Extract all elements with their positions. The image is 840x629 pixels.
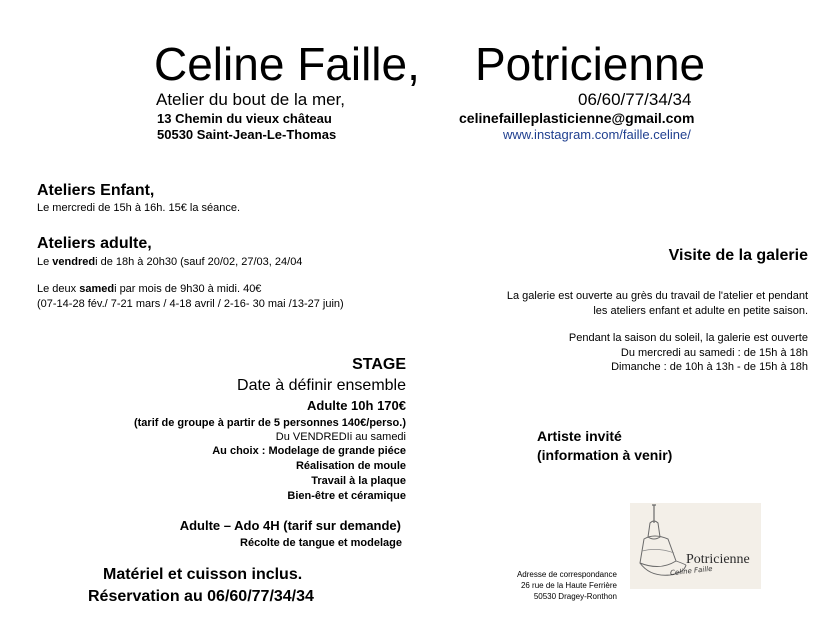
stage-plaque: Travail à la plaque [311, 475, 406, 487]
header-atelier: Atelier du bout de la mer, [156, 90, 346, 109]
artiste-line1: Artiste invité [537, 428, 622, 444]
adulte-line-samedi-bold: samed [79, 283, 115, 295]
instagram-link[interactable]: www.instagram.com/faille.celine/ [503, 127, 691, 142]
logo-word: Potricienne [686, 552, 750, 567]
stage-jours: Du VENDREDIi au samedi [275, 431, 406, 443]
adulte-line-samedi-pre: Le deux [37, 283, 80, 295]
galerie-title: Visite de la galerie [668, 247, 808, 264]
header-name: Celine Faille, [154, 38, 420, 90]
header-phone: 06/60/77/34/34 [578, 90, 692, 109]
adulte-line-vendredi-post: i de 18h à 20h30 (sauf 20/02, 27/03, 24/04 [95, 256, 303, 268]
stage-adulte: Adulte 10h 170€ [307, 398, 406, 413]
adulte-line-samedi [37, 282, 261, 296]
adulte-dates: (07-14-28 fév./ 7-21 mars / 4-18 avril / 2-16- 30 mai /13-27 juin) [37, 298, 344, 310]
pot-illustration-icon [630, 503, 761, 589]
stage-date: Date à définir ensemble [237, 377, 406, 394]
galerie-p2-line1: Pendant la saison du soleil, la galerie est ouverte [568, 332, 808, 344]
correspondance-line1: Adresse de correspondance [516, 570, 617, 579]
galerie-p1-line2: les ateliers enfant et adulte en petite saison. [593, 305, 808, 317]
correspondance-line3: 50530 Dragey-Ronthon [533, 592, 617, 601]
stage-moule: Réalisation de moule [295, 460, 406, 472]
galerie-p1-line1: La galerie est ouverte au grès du travail de l'atelier et pendant [506, 290, 808, 302]
galerie-p2-line2: Du mercredi au samedi : de 15h à 18h [620, 347, 808, 359]
stage-ado: Adulte – Ado 4H (tarif sur demande) [179, 518, 401, 533]
header-street: 13 Chemin du vieux château [157, 111, 332, 126]
adulte-line-vendredi-bold: vendred [52, 256, 96, 268]
correspondance-line2: 26 rue de la Haute Ferrière [520, 581, 617, 590]
header-profession: Potricienne [475, 38, 706, 90]
footer-reservation: Réservation au 06/60/77/34/34 [88, 588, 314, 605]
enfant-text: Le mercredi de 15h à 16h. 15€ la séance. [37, 202, 241, 214]
stage-bienetre: Bien-être et céramique [287, 490, 406, 502]
enfant-title: Ateliers Enfant, [37, 182, 155, 199]
header-city: 50530 Saint-Jean-Le-Thomas [157, 127, 337, 142]
footer-materiel: Matériel et cuisson inclus. [103, 566, 303, 583]
logo-signature: Celine Faille [669, 564, 713, 578]
artiste-line2: (information à venir) [537, 447, 673, 463]
header-email: celinefailleplasticienne@gmail.com [459, 110, 695, 126]
adulte-line-samedi-post: i par mois de 9h30 à midi. 40€ [114, 283, 262, 295]
adulte-line-vendredi [37, 255, 302, 269]
galerie-p2-line3: Dimanche : de 10h à 13h - de 15h à 18h [611, 361, 808, 373]
stage-recolte: Récolte de tangue et modelage [240, 537, 402, 549]
adulte-title: Ateliers adulte, [37, 235, 152, 252]
logo [630, 503, 761, 589]
stage-tarif: (tarif de groupe à partir de 5 personnes 140€/perso.) [133, 417, 406, 429]
stage-choix: Au choix : Modelage de grande piéce [212, 445, 406, 457]
adulte-line-vendredi-pre: Le [37, 256, 53, 268]
stage-title: STAGE [352, 356, 406, 373]
